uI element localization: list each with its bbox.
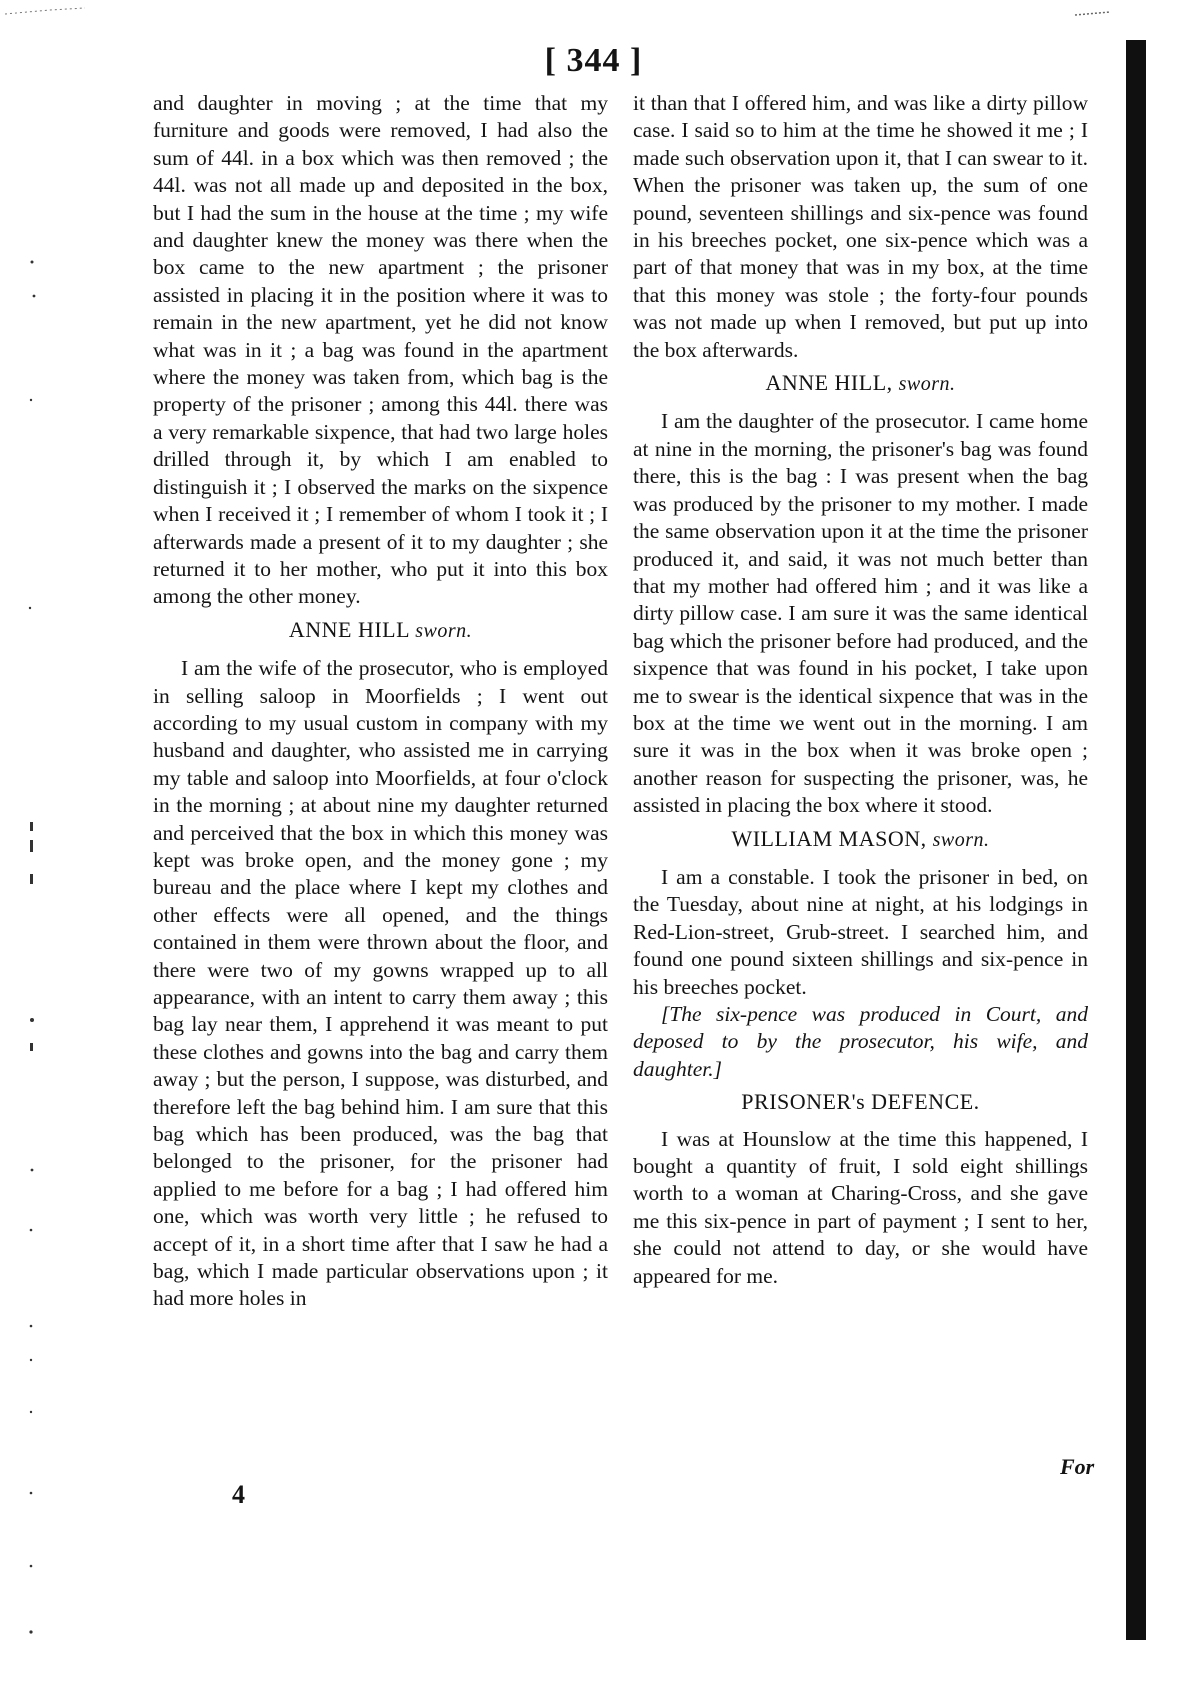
sworn-label: sworn.	[932, 828, 990, 851]
sworn-label: sworn.	[898, 373, 956, 396]
witness-name: ANNE HILL	[288, 616, 410, 642]
testimony-paragraph: and daughter in moving ; at the time that my furniture and goods were removed, I had also the sum of 44l. in a box which was then removed ; the 44l. was not all made up and deposited in the box, but I had the sum in the house at the time ; my wife and daughter knew the money was there when the box came to the new apartment ; the prisoner assisted in placing it in the position where it was to remain in the new apartment, yet he did not know what was in it ; a bag was found in the apartment where the money was taken from, which bag is the property of the prisoner ; among this 44l. there was a very remarkable sixpence, that had two large holes drilled through it, by which I am enabled to distinguish it ; I observed the marks on the sixpence when I received it ; I remember of whom I took it ; I afterwards made a present of it to my daughter ; she returned it to her mother, who put it into this box among the other money.	[153, 91, 608, 609]
witness-heading	[153, 616, 608, 645]
testimony-paragraph: I am the daughter of the prosecutor. I came home at nine in the morning, the prisoner's bag was found there, this is the bag : I was present when the bag was produced by the prisoner to my mother. I made the same observation upon it at the time the prisoner produced it, and said, it was not much better than that my mother had offered him ; and it was like a dirty pillow case. I am sure it was the same identical bag which the prisoner before had produced, and the sixpence that was found in his pocket, I take upon me to swear is the identical sixpence that was in the box at the time we went out in the morning. I am sure it was in the box when it was broke open ; another reason for suspecting the prisoner, was, he assisted in placing the box where it stood.	[633, 409, 1088, 818]
witness-name: ANNE HILL,	[765, 370, 893, 396]
left-margin-specks	[18, 0, 48, 1677]
testimony-paragraph: it than that I offered him, and was like a dirty pillow case. I said so to him at the time he showed it me ; I made such observation upon it, that I can swear to it. When the prisoner was taken up, the sum of one pound, seventeen shillings and six-pence was found in his breeches pocket, one six-pence which was a part of that money that was in my box, at the time that this money was stole ; the forty-four pounds was not made up when I removed, but put up into the box afterwards.	[633, 91, 1088, 362]
testimony-paragraph: I am a constable. I took the prisoner in bed, on the Tuesday, about nine at night, at his lodgings in Red-Lion-street, Grub-street. I searched him, and found one pound sixteen shillings and six-pence in his breeches pocket.	[633, 864, 1088, 999]
catchword: For	[1060, 1454, 1095, 1479]
right-column	[633, 90, 1088, 1290]
signature-mark: 4	[232, 1480, 245, 1509]
left-column	[153, 90, 608, 1313]
defence-heading: PRISONER's DEFENCE.	[741, 1089, 980, 1115]
court-note: [The six-pence was produced in Court, and deposed to by the prosecutor, his wife, and daughter.]	[633, 1002, 1088, 1081]
page-number: [ 344 ]	[544, 42, 643, 79]
defence-paragraph: I was at Hounslow at the time this happened, I bought a quantity of fruit, I sold eight shillings worth to a woman at Charing-Cross, and she gave me this six-pence in part of payment ; I sent to her, she could not attend to day, or she would have appeared for me.	[633, 1126, 1088, 1288]
right-margin-bar	[1126, 40, 1146, 1640]
testimony-paragraph: I am the wife of the prosecutor, who is employed in selling saloop in Moorfields ; I went out according to my usual custom in company with my husband and daughter, who assisted me in carrying my table and saloop into Moorfields, at four o'clock in the morning ; at about nine my daughter returned and perceived that the box in which this money was kept was broke open, and the money gone ; my bureau and the place where I kept my clothes and other effects were all opened, and the things contained in them were thrown about the floor, and there were two of my gowns wrapped up to all appearance, with an intent to carry them away ; this bag lay near them, I apprehend it was meant to put these clothes and gowns into the bag and carry them away ; but the person, I suppose, was disturbed, and therefore left the bag behind him. I am sure that this bag which has been produced, was the bag that belonged to the prisoner, for the prisoner had applied to me before for a bag ; I had offered him one, which was worth very little ; he refused to accept of it, in a short time after that I saw he had a bag, which I made particular observations upon ; it had more holes in	[153, 656, 608, 1311]
witness-name: WILLIAM MASON,	[731, 825, 927, 851]
witness-heading	[633, 369, 1088, 398]
sworn-label: sworn.	[415, 619, 473, 642]
witness-heading	[633, 825, 1088, 854]
